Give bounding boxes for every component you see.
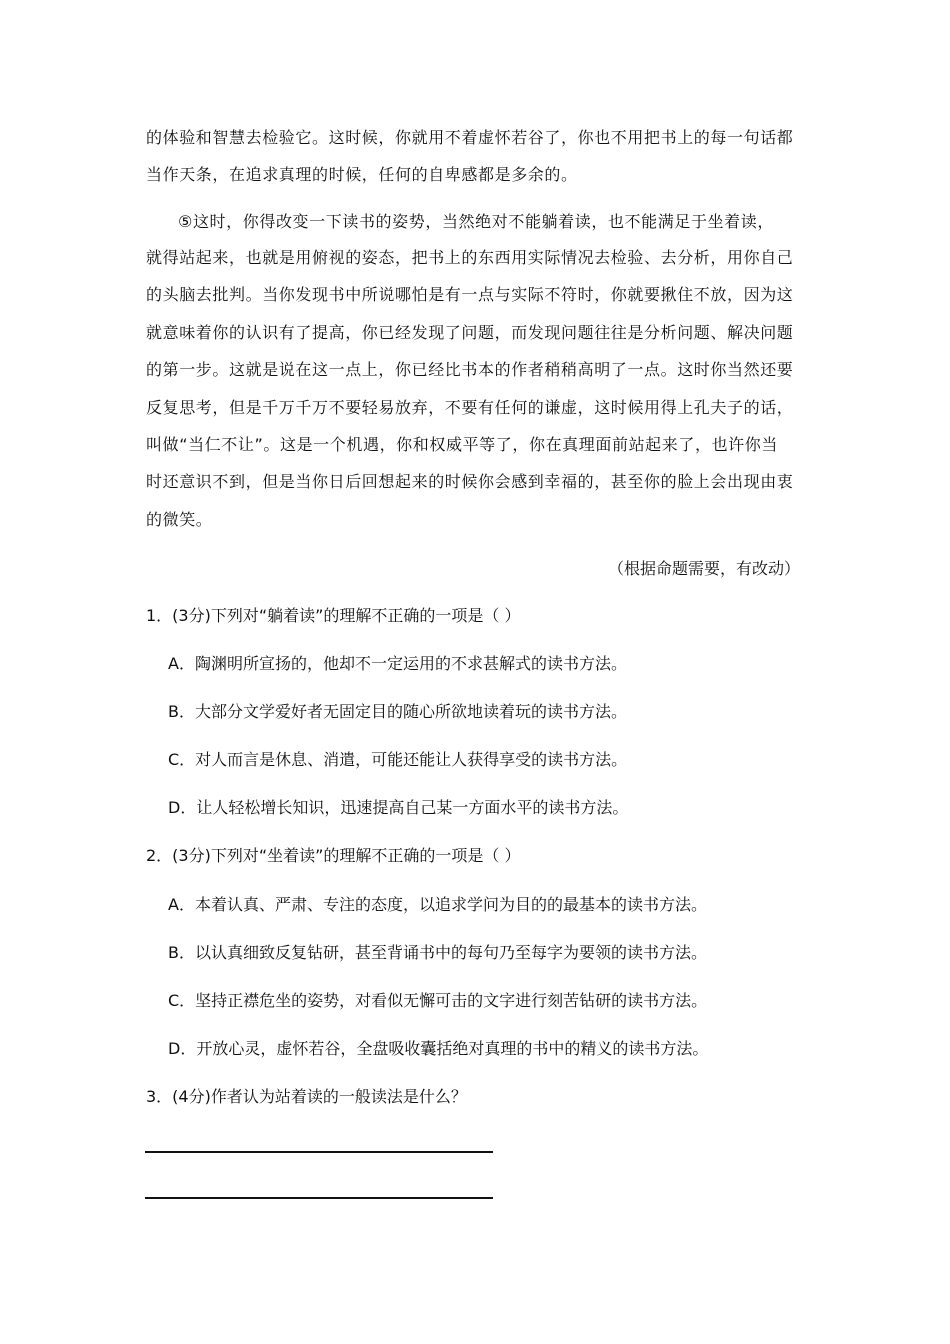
question-2-option-d: D．开放心灵，虚怀若谷，全盘吸收囊括绝对真理的书中的精义的读书方法。 xyxy=(168,1039,709,1058)
passage-line: 当作天条，在追求真理的时候，任何的自卑感都是多余的。 xyxy=(146,165,578,184)
question-2-stem: 2．(3分)下列对“坐着读”的理解不正确的一项是（ ） xyxy=(146,846,521,865)
passage-line: 反复思考，但是千万千万不要轻易放弃，不要有任何的谦虚，这时候用得上孔夫子的话， xyxy=(146,398,794,417)
passage-line: 就意味着你的认识有了提高，你已经发现了问题，而发现问题往往是分析问题、解决问题 xyxy=(146,323,794,342)
question-2-option-c: C．坚持正襟危坐的姿势，对看似无懈可击的文字进行刻苦钻研的读书方法。 xyxy=(168,991,708,1010)
passage-paragraph-5-start: ⑤这时，你得改变一下读书的姿势，当然绝对不能躺着读，也不能满足于坐着读， xyxy=(178,212,774,231)
passage-line: 的体验和智慧去检验它。这时候，你就用不着虚怀若谷了，你也不用把书上的每一句话都 xyxy=(146,128,794,147)
question-3-stem: 3．(4分)作者认为站着读的一般读法是什么？ xyxy=(146,1087,467,1106)
source-note: （根据命题需要，有改动） xyxy=(607,559,800,578)
passage-line: 叫做“当仁不让”。这是一个机遇，你和权威平等了，你在真理面前站起来了，也许你当 xyxy=(146,435,778,454)
question-2-option-b: B．以认真细致反复钻研，甚至背诵书中的每句乃至每字为要领的读书方法。 xyxy=(168,943,707,962)
passage-line: 时还意识不到，但是当你日后回想起来的时候你会感到幸福的，甚至你的脸上会出现由衷 xyxy=(146,472,794,491)
passage-line: 就得站起来，也就是用俯视的姿态，把书上的东西用实际情况去检验、去分析，用你自己 xyxy=(146,248,794,267)
answer-line-2[interactable] xyxy=(145,1197,493,1199)
passage-line: 的微笑。 xyxy=(146,510,213,529)
question-2-option-a: A．本着认真、严肃、专注的态度，以追求学问为目的的最基本的读书方法。 xyxy=(168,895,707,914)
question-1-option-b: B．大部分文学爱好者无固定目的随心所欲地读着玩的读书方法。 xyxy=(168,702,627,721)
question-1-option-c: C．对人而言是休息、消遣，可能还能让人获得享受的读书方法。 xyxy=(168,750,628,769)
question-1-stem: 1．(3分)下列对“躺着读”的理解不正确的一项是（ ） xyxy=(146,606,521,625)
passage-line: 的头脑去批判。当你发现书中所说哪怕是有一点与实际不符时，你就要揪住不放，因为这 xyxy=(146,285,794,304)
answer-line-1[interactable] xyxy=(145,1151,493,1153)
passage-line: 的第一步。这就是说在这一点上，你已经比书本的作者稍稍高明了一点。这时你当然还要 xyxy=(146,360,794,379)
question-1-option-a: A．陶渊明所宣扬的，他却不一定运用的不求甚解式的读书方法。 xyxy=(168,654,627,673)
question-1-option-d: D．让人轻松增长知识，迅速提高自己某一方面水平的读书方法。 xyxy=(168,798,629,817)
